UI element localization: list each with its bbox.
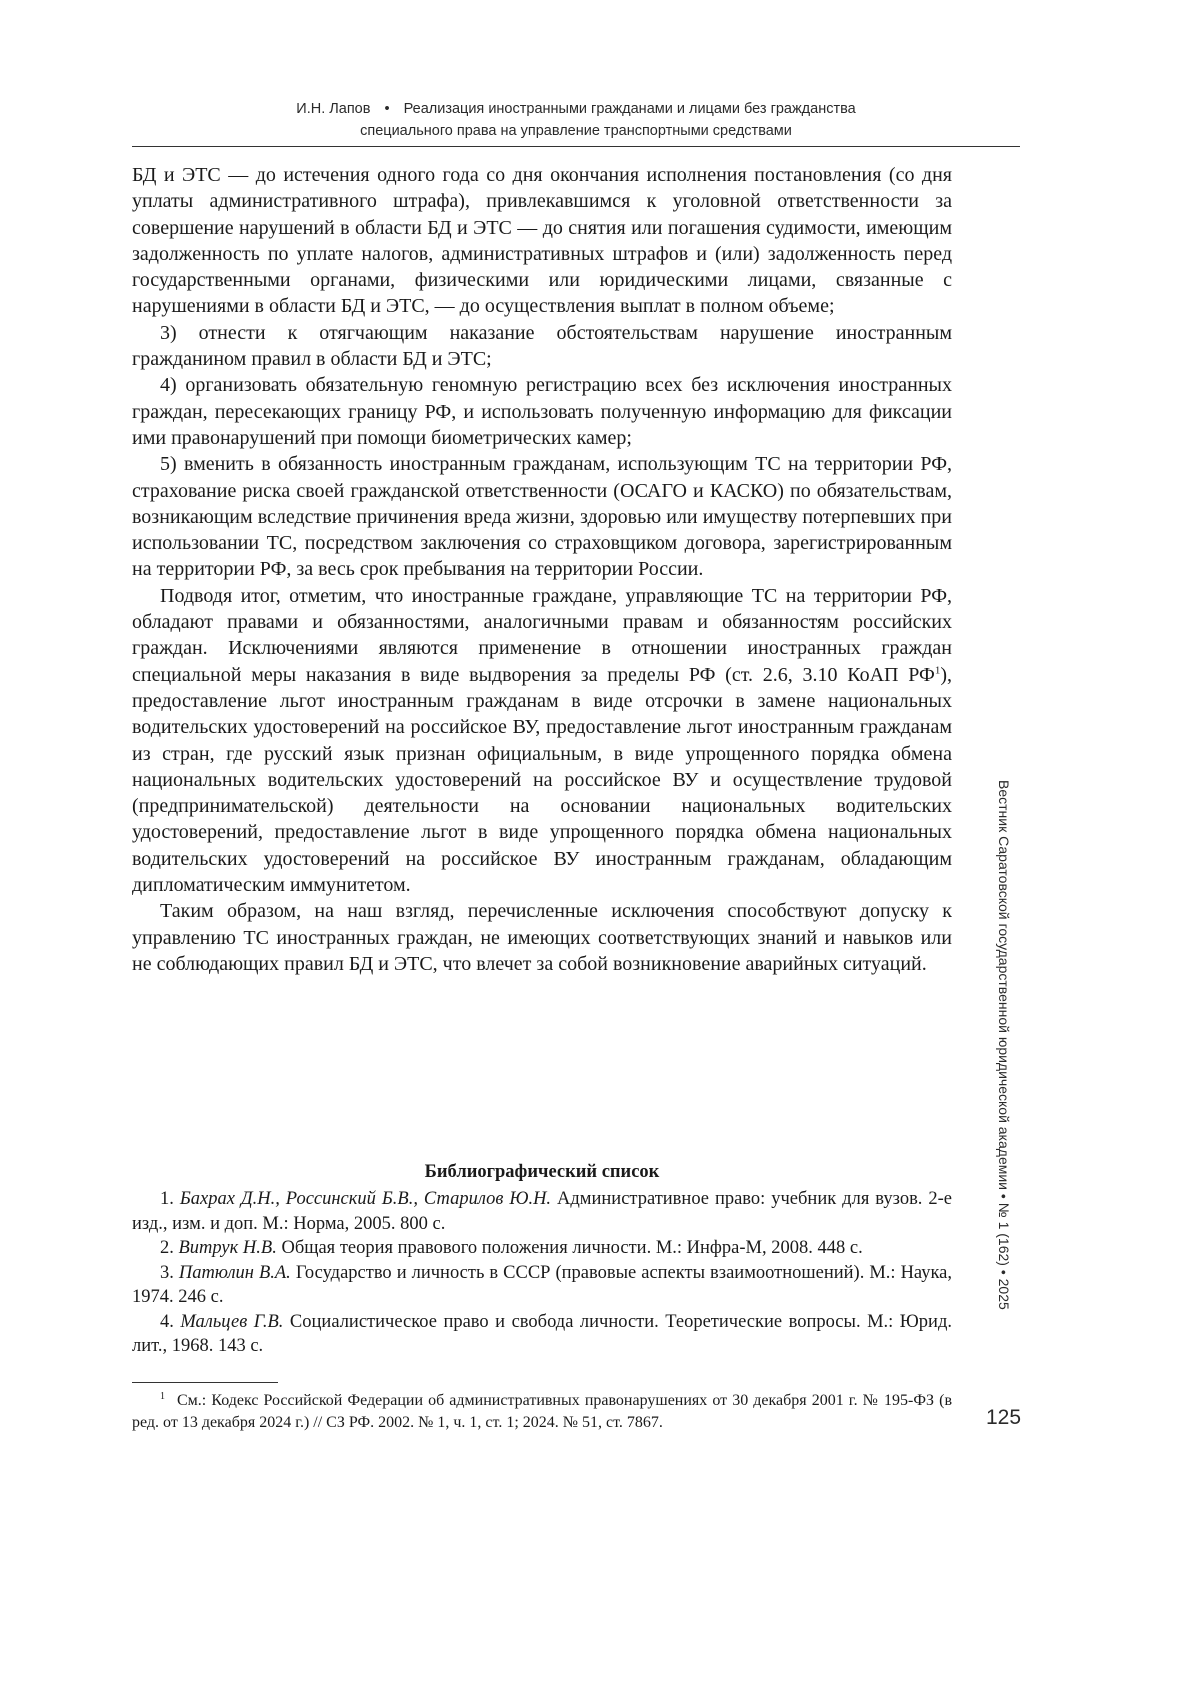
header-line-1 xyxy=(132,98,1020,120)
footnote xyxy=(132,1390,952,1434)
footnote-rule xyxy=(132,1382,278,1383)
bibliography-title: Библиографический список xyxy=(424,1162,660,1182)
body-text-span: ), предоставление льгот иностранным гражданам в виде отсрочки в замене национальных водительских удостоверений на российское ВУ, предоставление льгот иностранным гражданам из стран, где русский язык признан официальным, в виде упрощенного порядка обмена национальных водительских удостоверений на российское ВУ и осуществление трудовой (предпринимательской) деятельности на основании национальных водительских удостоверений, предоставление льгот в виде упрощенного порядка обмена национальных водительских удостоверений на российское ВУ иностранным гражданам, обладающим дипломатическим иммунитетом. xyxy=(132,663,952,897)
bibliography-item xyxy=(132,1261,952,1310)
item-authors: Бахрах Д.Н., Россинский Б.В., Старилов Ю.Н. xyxy=(179,1189,552,1209)
footnote-body: См.: Кодекс Российской Федерации об административных правонарушениях от 30 декабря 2001 г. № 195-ФЗ (в ред. от 13 декабря 2024 г.) // СЗ РФ. 2002. № 1, ч. 1, ст. 1; 2024. № 51, ст. 7867. xyxy=(132,1392,952,1431)
bibliography-item xyxy=(132,1187,952,1236)
header-author: И.Н. Лапов xyxy=(296,101,371,117)
item-authors: Мальцев Г.В. xyxy=(180,1311,284,1332)
header-title-line-1: Реализация иностранными гражданами и лицами без гражданства xyxy=(403,101,856,117)
item-authors: Витрук Н.В. xyxy=(178,1238,277,1258)
article-body xyxy=(132,162,952,977)
item-number: 4. xyxy=(160,1311,174,1332)
header-separator: • xyxy=(384,101,390,117)
bibliography-list xyxy=(132,1187,952,1359)
body-paragraph: Таким образом, на наш взгляд, перечисленные исключения способствуют допуску к управлению ТС иностранных граждан, не имеющих соответствующих знаний и навыков или не соблюдающих правил БД и ЭТС, что влечет за собой возникновение аварийных ситуаций. xyxy=(132,900,952,975)
body-paragraph: БД и ЭТС — до истечения одного года со дня окончания исполнения постановления (со дня уплаты административного штрафа), привлекавшимся к уголовной ответственности за совершение нарушений в области БД и ЭТС — до снятия или погашения судимости, имеющим задолженность по уплате налогов, административных штрафов и (или) задолженность перед государственными органами, физическими или юридическими лицами, связанные с нарушениями в области БД и ЭТС, — до осуществления выплат в полном объеме; xyxy=(132,164,952,318)
item-number: 3. xyxy=(160,1262,174,1283)
item-authors: Патюлин В.А. xyxy=(178,1262,291,1283)
bibliography-item xyxy=(132,1236,952,1261)
item-text: Административное право: учебник для вузов. 2-е изд., изм. и доп. М.: Норма, 2005. 800 с. xyxy=(132,1189,952,1234)
item-text: Государство и личность в СССР (правовые аспекты взаимоотношений). М.: Наука, 1974. 246 с. xyxy=(132,1262,952,1307)
journal-side-label: Вестник Саратовской государственной юридической академии • № 1 (162) • 2025 xyxy=(996,780,1012,1310)
body-paragraph: 4) организовать обязательную геномную регистрацию всех без исключения иностранных граждан, пересекающих границу РФ, и использовать полученную информацию для фиксации ими правонарушений при помощи биометрических камер; xyxy=(132,374,952,449)
item-text: Общая теория правового положения личности. М.: Инфра-М, 2008. 448 с. xyxy=(276,1238,863,1258)
header-rule xyxy=(132,146,1020,147)
item-text: Социалистическое право и свобода личности. Теоретические вопросы. М.: Юрид. лит., 1968. 143 с. xyxy=(132,1311,952,1356)
body-text-span: Подводя итог, отметим, что иностранные граждане, управляющие ТС на территории РФ, обладают правами и обязанностями, аналогичными правам и обязанностям российских граждан. Исключениями являются применение в отношении иностранных граждан специальной меры наказания в виде выдворения за пределы РФ (ст. 2.6, 3.10 КоАП РФ xyxy=(132,584,952,686)
running-header xyxy=(132,98,1020,142)
footnote-mark: 1 xyxy=(160,1390,165,1402)
body-paragraph: 5) вменить в обязанность иностранным гражданам, использующим ТС на территории РФ, страхование риска своей гражданской ответственности (ОСАГО и КАСКО) по обязательствам, возникающим вследствие причинения вреда жизни, здоровью или имуществу потерпевших при использовании ТС, посредством заключения со страховщиком договора, зарегистрированным на территории РФ, за весь срок пребывания на территории России. xyxy=(132,453,952,581)
footnote-text xyxy=(132,1390,952,1434)
bibliography-item xyxy=(132,1310,952,1359)
body-paragraph xyxy=(132,583,952,899)
body-paragraph: 3) отнести к отягчающим наказание обстоятельствам нарушение иностранным гражданином правил в области БД и ЭТС; xyxy=(132,321,952,371)
footnote-reference[interactable]: 1 xyxy=(934,663,941,676)
header-title-line-2: специального права на управление транспортными средствами xyxy=(360,123,792,139)
page-number: 125 xyxy=(986,1406,1022,1429)
item-number: 1. xyxy=(160,1189,174,1209)
item-number: 2. xyxy=(160,1238,174,1258)
